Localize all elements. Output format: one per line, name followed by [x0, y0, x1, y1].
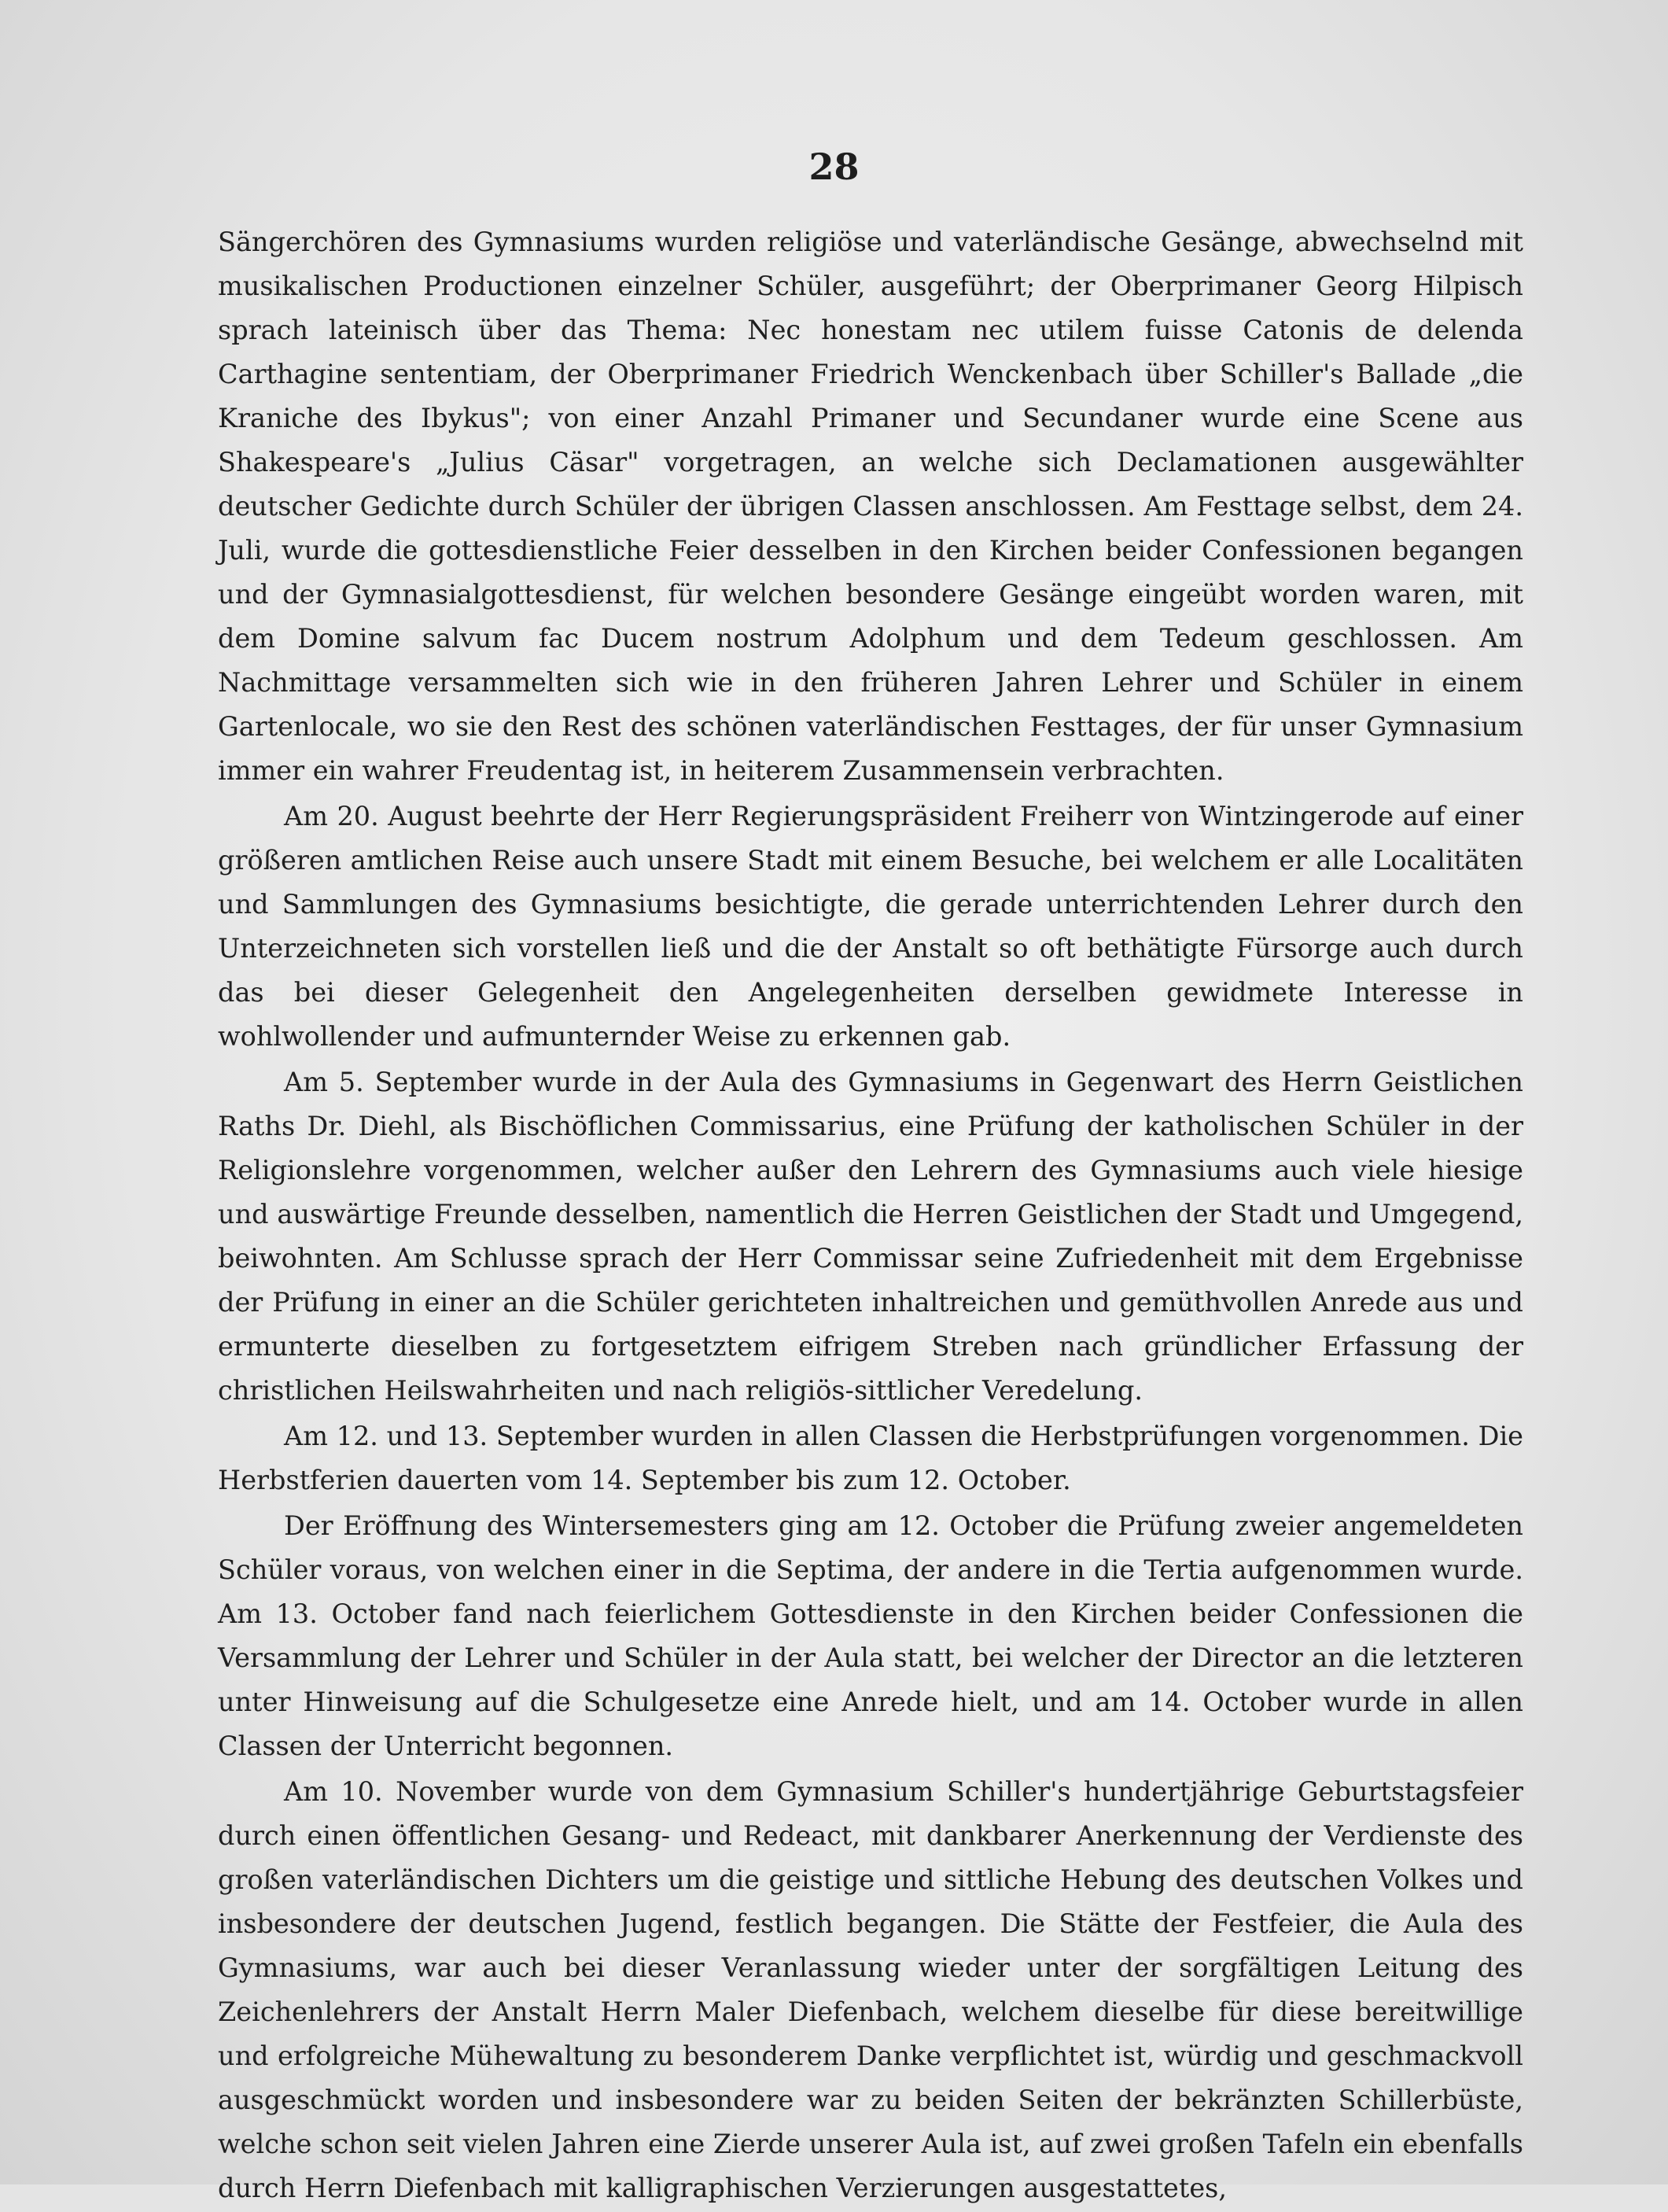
paragraph-autumn-exams: Am 12. und 13. September wurden in allen Classen die Herbstprüfungen vorgenommen. Die Herbstferien dauerten vom 14. September bis zum 12. October. — [218, 1421, 1523, 1495]
paragraph-festival-continued: Sängerchören des Gymnasiums wurden religiöse und vaterländische Gesänge, abwechselnd mit musikalischen Productionen einzelner Schüler, ausgeführt; der Oberprimaner Georg Hilpisch sprach lateinisch über das Thema: Nec honestam nec utilem fuisse Catonis de delenda Carthagine sententiam, der Oberprimaner Friedrich Wenckenbach über Schiller's Ballade „die Kraniche des Ibykus"; von einer Anzahl Primaner und Secundaner wurde eine Scene aus Shakespeare's „Julius Cäsar" vorgetragen, an welche sich Declamationen ausgewählter deutscher Gedichte durch Schüler der übrigen Classen anschlossen. Am Festtage selbst, dem 24. Juli, wurde die gottesdienstliche Feier desselben in den Kirchen beider Confessionen begangen und der Gymnasialgottesdienst, für welchen besondere Gesänge eingeübt worden waren, mit dem Domine salvum fac Ducem nostrum Adolphum und dem Tedeum geschlossen. Am Nachmittage versammelten sich wie in den früheren Jahren Lehrer und Schüler in einem Gartenlocale, wo sie den Rest des schönen vaterländischen Festtages, der für unser Gymnasium immer ein wahrer Freudentag ist, in heiterem Zusammensein verbrachten. — [218, 227, 1523, 786]
body-text — [218, 220, 1523, 2212]
page-number: 28 — [808, 146, 860, 188]
paragraph-schiller-celebration: Am 10. November wurde von dem Gymnasium Schiller's hundertjährige Geburtstagsfeier durch einen öffentlichen Gesang- und Redeact, mit dankbarer Anerkennung der Verdienste des großen vaterländischen Dichters um die geistige und sittliche Hebung des deutschen Volkes und insbesondere der deutschen Jugend, festlich begangen. Die Stätte der Festfeier, die Aula des Gymnasiums, war auch bei dieser Veranlassung wieder unter der sorgfältigen Leitung des Zeichenlehrers der Anstalt Herrn Maler Diefenbach, welchem dieselbe für diese bereitwillige und erfolgreiche Mühewaltung zu besonderem Danke verpflichtet ist, würdig und geschmackvoll ausgeschmückt worden und insbesondere war zu beiden Seiten der bekränzten Schillerbüste, welche schon seit vielen Jahren eine Zierde unserer Aula ist, auf zwei großen Tafeln ein ebenfalls durch Herrn Diefenbach mit kalligraphischen Verzierungen ausgestattetes, — [218, 1776, 1523, 2203]
paragraph-august-visit: Am 20. August beehrte der Herr Regierungspräsident Freiherr von Wintzingerode auf einer größeren amtlichen Reise auch unsere Stadt mit einem Besuche, bei welchem er alle Localitäten und Sammlungen des Gymnasiums besichtigte, die gerade unterrichtenden Lehrer durch den Unterzeichneten sich vorstellen ließ und die der Anstalt so oft bethätigte Fürsorge auch durch das bei dieser Gelegenheit den Angelegenheiten derselben gewidmete Interesse in wohlwollender und aufmunternder Weise zu erkennen gab. — [218, 801, 1523, 1052]
paragraph-religion-exam: Am 5. September wurde in der Aula des Gymnasiums in Gegenwart des Herrn Geistlichen Raths Dr. Diehl, als Bischöflichen Commissarius, eine Prüfung der katholischen Schüler in der Religionslehre vorgenommen, welcher außer den Lehrern des Gymnasiums auch viele hiesige und auswärtige Freunde desselben, namentlich die Herren Geistlichen der Stadt und Umgegend, beiwohnten. Am Schlusse sprach der Herr Commissar seine Zufriedenheit mit dem Ergebnisse der Prüfung in einer an die Schüler gerichteten inhaltreichen und gemüthvollen Anrede aus und ermunterte dieselben zu fortgesetztem eifrigem Streben nach gründlicher Erfassung der christlichen Heilswahrheiten und nach religiös-sittlicher Veredelung. — [218, 1067, 1523, 1406]
paragraph-winter-semester: Der Eröffnung des Wintersemesters ging am 12. October die Prüfung zweier angemeldeten Schüler voraus, von welchen einer in die Septima, der andere in die Tertia aufgenommen wurde. Am 13. October fand nach feierlichem Gottesdienste in den Kirchen beider Confessionen die Versammlung der Lehrer und Schüler in der Aula statt, bei welcher der Director an die letzteren unter Hinweisung auf die Schulgesetze eine Anrede hielt, und am 14. October wurde in allen Classen der Unterricht begonnen. — [218, 1510, 1523, 1761]
